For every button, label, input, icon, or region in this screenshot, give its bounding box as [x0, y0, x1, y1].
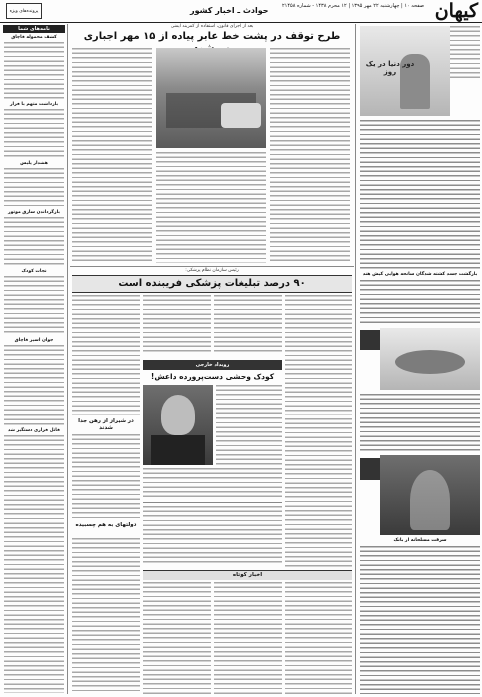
- side-box-label: پرونده‌های ویژه: [6, 3, 42, 19]
- text-block: [143, 468, 282, 498]
- divider: [70, 266, 354, 267]
- text-block: [214, 582, 282, 694]
- text-block: [143, 295, 211, 355]
- text-block: [72, 538, 140, 694]
- text-block: [285, 295, 352, 415]
- lead-text-col: [270, 48, 350, 263]
- mid-headline-1: در شیراز از رهن جدا شدند: [78, 418, 134, 431]
- mid-headline-2: دولتهای به هم چسبیده: [75, 522, 137, 528]
- text-block: [72, 295, 140, 415]
- right-column-title: دور دنیا در یک روز: [365, 60, 415, 76]
- boy-photo: [143, 385, 213, 465]
- right-headline-3: سرقت مسلحانه از بانک: [393, 538, 447, 543]
- left-item-4: بازگرداندن سارق موتور: [8, 210, 60, 215]
- dateline: صفحه ۱۰ | چهارشنبه ۲۲ مهر ۱۳۹۵ | ۱۲ محرم ۱۴۳۸ - شماره ۲۱۴۵۸: [282, 3, 424, 9]
- text-block: [4, 42, 64, 100]
- street-photo: [156, 48, 266, 148]
- left-column-title: نامه‌های شما: [3, 25, 65, 33]
- column-divider: [355, 24, 356, 694]
- text-block: [360, 546, 480, 694]
- left-item-5: نجات کودک: [21, 269, 47, 274]
- lead-headline: طرح توقف در پشت خط عابر پیاده از ۱۵ مهر اجباری: [83, 31, 341, 42]
- banner-kicker: رئیس سازمان نظام پزشکی:: [185, 268, 239, 273]
- section-title: حوادث ـ اخبار کشور: [190, 6, 269, 15]
- text-block: [285, 418, 352, 568]
- text-block: [450, 26, 480, 81]
- right-photo-bottom: [380, 455, 480, 535]
- left-item-7: قاتل فراری دستگیر شد: [8, 428, 60, 433]
- world-headline: کودک وحشی دست‌پرورده داعش!: [150, 372, 275, 381]
- left-item-1: کشف محموله قاچاق: [11, 35, 57, 40]
- logo: کیهان: [434, 0, 478, 22]
- left-item-3: هشدار پلیس: [20, 161, 48, 166]
- text-block: [214, 295, 282, 355]
- text-block: [4, 109, 64, 159]
- text-block: [360, 394, 480, 452]
- masthead: [0, 0, 482, 23]
- world-kicker: رویداد خارجی: [143, 360, 282, 370]
- text-block: [360, 280, 480, 324]
- column-divider: [67, 24, 68, 694]
- text-block: [216, 385, 282, 465]
- text-block: [143, 582, 211, 694]
- lead-kicker: بعد از اجرای قانون، استفاده از کمربند ایمنی: [170, 24, 254, 29]
- left-item-6: جوان اسیر قاچاق: [14, 338, 54, 343]
- text-block: [285, 582, 352, 694]
- photo-label-box: [360, 330, 380, 350]
- lead-text-col: [72, 48, 152, 263]
- text-block: [4, 276, 64, 336]
- left-item-2: بازداشت متهم با فرار: [9, 102, 59, 107]
- right-headline-2: بازگشت جسد کشته شدگان سانحه هوایی کیش هند: [362, 272, 478, 277]
- lead-text-col: [156, 152, 266, 263]
- text-block: [4, 217, 64, 267]
- text-block: [4, 435, 64, 693]
- text-block: [72, 434, 140, 519]
- text-block: [143, 506, 282, 566]
- text-block: [4, 168, 64, 208]
- text-block: [4, 345, 64, 425]
- divider: [143, 502, 282, 503]
- fish-photo: [380, 328, 480, 390]
- photo-label-box: [360, 458, 380, 480]
- short-news-title: اخبار کوتاه: [143, 570, 352, 580]
- text-block: [360, 120, 480, 270]
- banner-headline: ۹۰ درصد تبلیغات پزشکی فریبنده است: [72, 275, 352, 293]
